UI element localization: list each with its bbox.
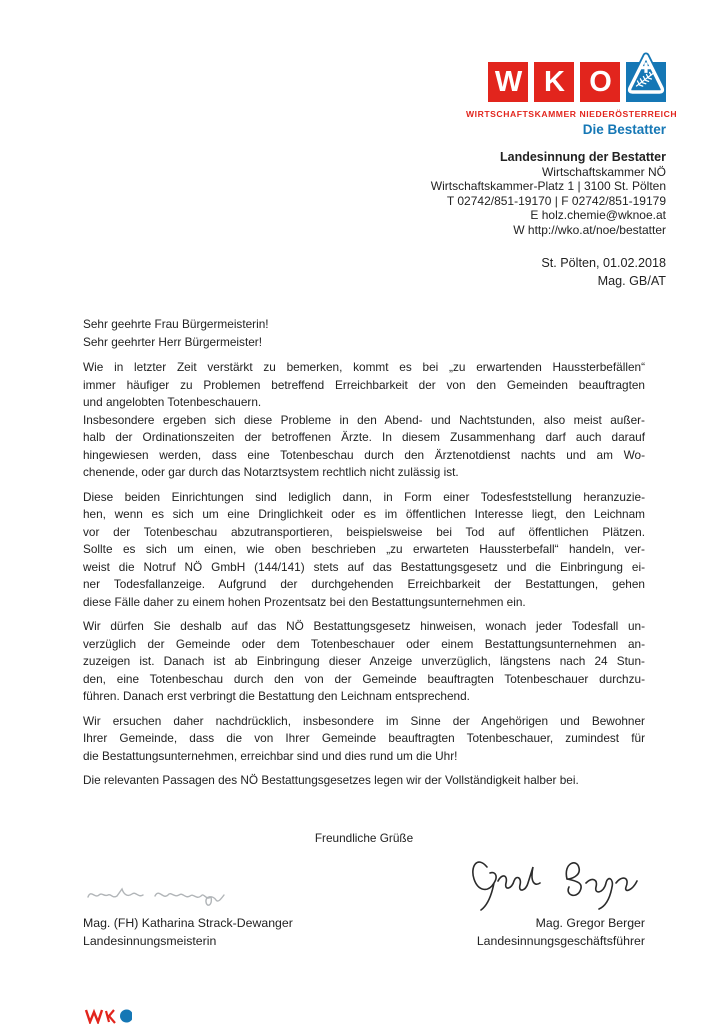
body-line: hingewiesen werden, dass eine Totenbeschau durch den Ärztenotdienst nachts und am Wo- xyxy=(83,447,645,462)
salutation xyxy=(83,316,645,351)
paragraph xyxy=(83,489,645,612)
page-bottom-logo-fragment-icon xyxy=(84,1006,132,1024)
logo-subcaption: Die Bestatter xyxy=(582,122,666,137)
logo-letter-w: W xyxy=(488,62,528,102)
reference-code: Mag. GB/AT xyxy=(597,274,666,288)
paragraph xyxy=(83,359,645,482)
body-line: zuzeigen ist. Danach ist ab Einbringung dieser Anzeige unverzüglich, längstens nach 24 Stun- xyxy=(83,654,645,668)
paragraph xyxy=(83,618,645,706)
body-line: den, eine Totenbeschau durch den von der Gemeinde beauftragten Totenbeschauer durchzu- xyxy=(83,671,645,686)
sender-line-org: Wirtschaftskammer NÖ xyxy=(541,164,666,179)
body-line: Wie in letzter Zeit verstärkt zu bemerken, kommt es bei „zu erwartenden Haussterbefällen“ xyxy=(83,360,645,374)
signer-right-title: Landesinnungsgeschäftsführer xyxy=(476,933,645,948)
wko-logo-letters xyxy=(466,62,666,102)
paragraphs xyxy=(83,359,645,790)
body-line: führen. Danach erst verbringt die Bestattung den Leichnam entsprechend. xyxy=(83,689,470,703)
body-line: und angelobten Totenbeschauern. xyxy=(83,395,262,409)
signer-left xyxy=(83,861,293,950)
sender-address xyxy=(431,150,666,238)
letter-body xyxy=(83,316,645,950)
closing-phrase: Freundliche Grüße xyxy=(314,830,414,845)
body-line: vor der Totenbeschau abzutransportieren, beispielsweise bei Tod auf öffentlichen Plätzen. xyxy=(83,524,645,539)
logo-letter-o: O xyxy=(580,62,620,102)
body-line: diese Fälle daher zu einem hohen Prozentsatz bei den Bestattungsunternehmen ein. xyxy=(83,594,526,609)
signature-strack-dewanger-icon xyxy=(83,875,243,911)
body-line: Ihrer Gemeinde, dass die von Ihrer Gemeinde beauftragten Totenbeschauer, zumindest für xyxy=(83,731,645,745)
wko-logo xyxy=(466,62,678,137)
body-line: die Bestattungsunternehmen, erreichbar sind und dies rund um die Uhr! xyxy=(83,748,458,763)
date-block xyxy=(541,254,666,290)
signature-row xyxy=(83,853,645,950)
body-line: immer häufiger zu Problemen betreffend Erreichbarkeit der von den Gemeinden beauftragten xyxy=(83,377,645,392)
body-line: hen, wenn es sich um eine Dringlichkeit oder es im öffentlichen Interesse liegt, den Leichnam xyxy=(83,507,645,521)
paragraph xyxy=(83,772,645,790)
bestatter-emblem-icon xyxy=(626,62,666,102)
salutation-line-1: Sehr geehrte Frau Bürgermeisterin! xyxy=(83,317,269,331)
body-line: weist die Notruf NÖ GmbH (144/141) stets auf das Bestattungsgesetz und die Einbringung ei- xyxy=(83,559,645,574)
paragraph xyxy=(83,713,645,766)
logo-caption: WIRTSCHAFTSKAMMER NIEDERÖSTERREICH xyxy=(466,109,678,119)
sender-line-web: W http://wko.at/noe/bestatter xyxy=(513,222,666,237)
signer-right xyxy=(467,853,645,950)
body-line: Wir ersuchen daher nachdrücklich, insbesondere im Sinne der Angehörigen und Bewohner xyxy=(83,713,645,728)
body-line: halb der Ordinationszeiten der betroffenen Ärzte. In diesem Zusammenhang darf auch darauf xyxy=(83,430,645,444)
signer-left-name: Mag. (FH) Katharina Strack-Dewanger xyxy=(83,916,293,930)
signature-berger-icon xyxy=(467,853,645,915)
sender-line-email: E holz.chemie@wknoe.at xyxy=(530,208,666,223)
body-line: chenende, oder gar durch das Notarztsystem rechtlich nicht zulässig ist. xyxy=(83,465,459,479)
sender-name: Landesinnung der Bestatter xyxy=(500,150,666,164)
place-date: St. Pölten, 01.02.2018 xyxy=(541,256,666,270)
body-line: Insbesondere ergeben sich diese Probleme in den Abend- und Nachtstunden, also meist außer- xyxy=(83,412,645,427)
body-line: verzüglich der Gemeinde oder dem Totenbeschauer oder einem Bestattungsunternehmen an- xyxy=(83,636,645,651)
logo-letter-k: K xyxy=(534,62,574,102)
body-line: Diese beiden Einrichtungen sind lediglich dann, in Form einer Todesfeststellung heranzuzie- xyxy=(83,489,645,504)
body-line: Sollte es sich um einen, wie oben beschrieben „zu erwarteten Haussterbefall“ handeln, ver- xyxy=(83,542,645,556)
salutation-line-2: Sehr geehrter Herr Bürgermeister! xyxy=(83,334,262,349)
sender-line-street: Wirtschaftskammer-Platz 1 | 3100 St. Pölten xyxy=(430,179,666,194)
sender-line-phone-fax: T 02742/851-19170 | F 02742/851-19179 xyxy=(446,193,666,208)
body-line: Wir dürfen Sie deshalb auf das NÖ Bestattungsgesetz hinweisen, wonach jeder Todesfall un- xyxy=(83,619,645,633)
body-line: Die relevanten Passagen des NÖ Bestattungsgesetzes legen wir der Vollständigkeit halber bei. xyxy=(83,773,579,787)
body-line: ner Todesfallanzeige. Aufgrund der durchgehenden Erreichbarkeit der Bestattungen, gehen xyxy=(83,577,645,591)
signer-right-name: Mag. Gregor Berger xyxy=(535,916,645,930)
signer-left-title: Landesinnungsmeisterin xyxy=(83,933,217,948)
